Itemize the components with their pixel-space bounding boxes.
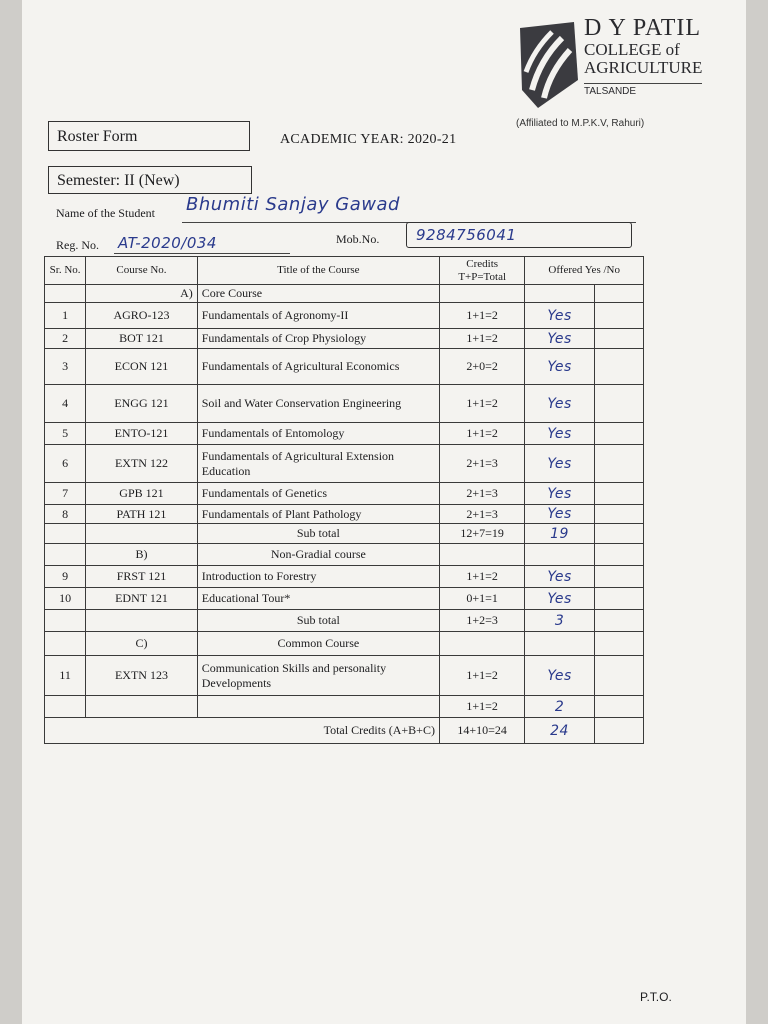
section-b-row (45, 544, 644, 566)
cell-sr: 9 (45, 566, 86, 588)
cell-course-no: FRST 121 (86, 566, 198, 588)
cell-offered: Yes (525, 349, 594, 385)
cell-title: Fundamentals of Agronomy-II (197, 303, 439, 329)
cell-course-no: EXTN 122 (86, 445, 198, 483)
total-row (45, 718, 644, 744)
cell-title: Fundamentals of Agricultural Economics (197, 349, 439, 385)
cell-credits: 1+1=2 (439, 303, 524, 329)
cell-title: Soil and Water Conservation Engineering (197, 385, 439, 423)
cell-offered: Yes (525, 385, 594, 423)
cell-title: Communication Skills and personality Developments (197, 656, 439, 696)
reg-no-line (114, 253, 290, 254)
cell-credits: 1+1=2 (439, 656, 524, 696)
cell-course-no: ECON 121 (86, 349, 198, 385)
cell-course-no: AGRO-123 (86, 303, 198, 329)
core-subtotal-offered: 19 (525, 524, 594, 544)
semester-label: Semester: II (New) (48, 166, 252, 194)
section-a-label: A) (86, 285, 198, 303)
header-credits: Credits T+P=Total (439, 257, 524, 285)
college-logo (518, 16, 718, 112)
table-row (45, 423, 644, 445)
total-label: Total Credits (A+B+C) (45, 718, 440, 744)
cell-credits: 1+1=2 (439, 566, 524, 588)
mob-no-label: Mob.No. (336, 232, 380, 246)
academic-year: ACADEMIC YEAR: 2020-21 (280, 132, 457, 147)
header-title: Title of the Course (197, 257, 439, 285)
non-gradial-subtotal-offered: 3 (525, 610, 594, 632)
core-subtotal-label: Sub total (197, 524, 439, 544)
mob-no-value: 9284756041 (416, 226, 517, 244)
cell-credits: 2+0=2 (439, 349, 524, 385)
table-row (45, 656, 644, 696)
cell-course-no: EDNT 121 (86, 588, 198, 610)
cell-course-no: EXTN 123 (86, 656, 198, 696)
table-row (45, 588, 644, 610)
college-location: TALSANDE (584, 83, 702, 98)
table-header-row (45, 257, 644, 285)
pto-note: P.T.O. (640, 990, 672, 1004)
course-roster-table (44, 256, 644, 744)
cell-title: Fundamentals of Crop Physiology (197, 329, 439, 349)
cell-credits: 2+1=3 (439, 505, 524, 524)
cell-sr: 5 (45, 423, 86, 445)
table-row (45, 483, 644, 505)
cell-course-no: PATH 121 (86, 505, 198, 524)
table-row (45, 303, 644, 329)
section-c-title: Common Course (197, 632, 439, 656)
cell-course-no: ENGG 121 (86, 385, 198, 423)
cell-credits: 1+1=2 (439, 385, 524, 423)
section-b-title: Non-Gradial course (197, 544, 439, 566)
section-a-title: Core Course (197, 285, 439, 303)
cell-sr: 4 (45, 385, 86, 423)
non-gradial-subtotal-label: Sub total (197, 610, 439, 632)
cell-title: Fundamentals of Plant Pathology (197, 505, 439, 524)
cell-sr: 10 (45, 588, 86, 610)
cell-credits: 0+1=1 (439, 588, 524, 610)
student-name-label: Name of the Student (56, 206, 155, 220)
cell-offered: Yes (525, 505, 594, 524)
college-name-line1: D Y PATIL (584, 15, 702, 41)
cell-credits: 2+1=3 (439, 483, 524, 505)
cell-credits: 2+1=3 (439, 445, 524, 483)
non-gradial-subtotal-credits: 1+2=3 (439, 610, 524, 632)
section-c-row (45, 632, 644, 656)
common-subtotal-offered: 2 (525, 696, 594, 718)
cell-sr: 11 (45, 656, 86, 696)
reg-no-value: AT-2020/034 (118, 234, 217, 252)
section-b-label: B) (86, 544, 198, 566)
header-course-no: Course No. (86, 257, 198, 285)
reg-no-label: Reg. No. (56, 238, 99, 252)
cell-credits: 1+1=2 (439, 423, 524, 445)
cell-offered: Yes (525, 329, 594, 349)
common-subtotal-credits: 1+1=2 (439, 696, 524, 718)
total-credits: 14+10=24 (439, 718, 524, 744)
affiliation-text: (Affiliated to M.P.K.V, Rahuri) (516, 118, 645, 129)
section-c-label: C) (86, 632, 198, 656)
cell-offered: Yes (525, 588, 594, 610)
cell-course-no: BOT 121 (86, 329, 198, 349)
table-row (45, 566, 644, 588)
cell-course-no: ENTO-121 (86, 423, 198, 445)
non-gradial-subtotal-row (45, 610, 644, 632)
student-name-value: Bhumiti Sanjay Gawad (186, 194, 400, 215)
cell-sr: 2 (45, 329, 86, 349)
cell-offered: Yes (525, 423, 594, 445)
cell-sr: 6 (45, 445, 86, 483)
cell-sr: 1 (45, 303, 86, 329)
college-name (584, 16, 702, 97)
cell-offered: Yes (525, 566, 594, 588)
table-row (45, 329, 644, 349)
cell-title: Fundamentals of Genetics (197, 483, 439, 505)
college-emblem-icon (518, 20, 580, 110)
table-row (45, 349, 644, 385)
cell-offered: Yes (525, 445, 594, 483)
cell-title: Fundamentals of Agricultural Extension Education (197, 445, 439, 483)
cell-course-no: GPB 121 (86, 483, 198, 505)
cell-title: Fundamentals of Entomology (197, 423, 439, 445)
cell-sr: 8 (45, 505, 86, 524)
cell-title: Introduction to Forestry (197, 566, 439, 588)
cell-sr: 7 (45, 483, 86, 505)
cell-offered: Yes (525, 303, 594, 329)
college-name-line3: AGRICULTURE (584, 58, 703, 78)
core-subtotal-row (45, 524, 644, 544)
total-offered: 24 (525, 718, 594, 744)
college-name-line2: COLLEGE of (584, 40, 680, 60)
cell-offered: Yes (525, 656, 594, 696)
section-a-row (45, 285, 644, 303)
core-subtotal-credits: 12+7=19 (439, 524, 524, 544)
cell-offered: Yes (525, 483, 594, 505)
table-row (45, 505, 644, 524)
table-row (45, 445, 644, 483)
cell-title: Educational Tour* (197, 588, 439, 610)
table-row (45, 385, 644, 423)
header-offered: Offered Yes /No (525, 257, 644, 285)
cell-sr: 3 (45, 349, 86, 385)
common-subtotal-row (45, 696, 644, 718)
form-title: Roster Form (48, 121, 250, 151)
cell-credits: 1+1=2 (439, 329, 524, 349)
header-sr: Sr. No. (45, 257, 86, 285)
